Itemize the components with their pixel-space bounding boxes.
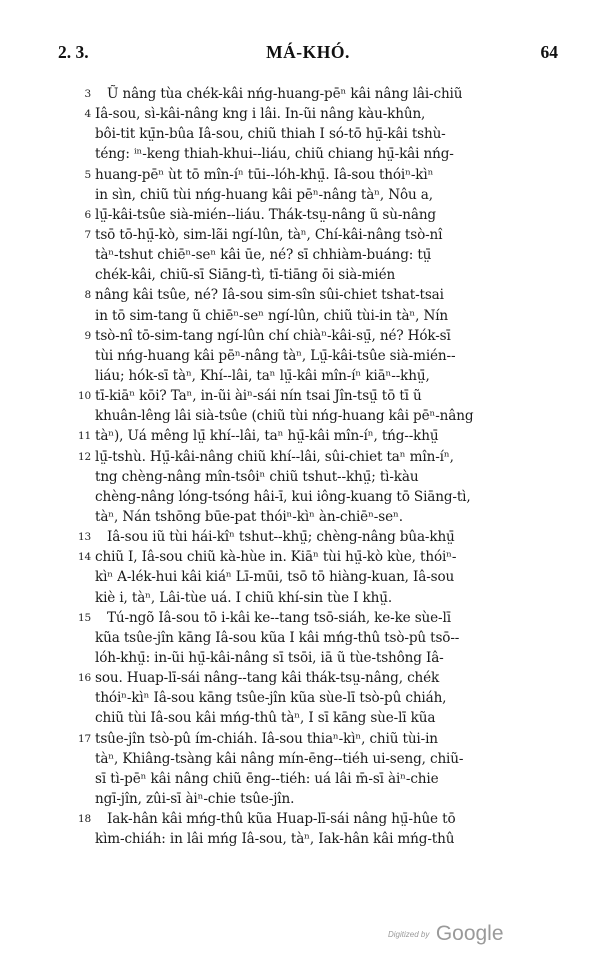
- line-text: Ũ nâng tùa chék-kâi nńg-huang-pēⁿ kâi nâng lâi-chiũ: [107, 86, 463, 102]
- text-line: [84, 326, 565, 346]
- book-title: MÁ-KHÓ.: [266, 42, 350, 62]
- line-text: tsò-nî tō-sim-tang ngí-lûn chí chiàⁿ-kâi-sṳ̄, né? Hók-sī: [95, 327, 451, 344]
- line-text: bôi-tit kṳ̄n-bûa Iâ-sou, chiũ thiah I só-tō hṳ̄-kâi tshù-: [95, 126, 446, 143]
- verse-number: 16: [77, 672, 91, 685]
- text-line: [95, 588, 565, 608]
- text-line: [84, 165, 565, 185]
- text-line: [95, 749, 565, 769]
- verse-number: 17: [77, 732, 91, 745]
- text-line: [95, 406, 565, 426]
- line-text: tàⁿ), Uá mêng lṳ̄ khí--lâi, taⁿ hṳ̄-kâi mîn-íⁿ, tńg--khṳ̄: [95, 428, 439, 445]
- text-line: [95, 708, 565, 728]
- text-line: [95, 346, 565, 366]
- page-header: [58, 42, 558, 68]
- text-line: [84, 205, 565, 225]
- line-text: chék-kâi, chiũ-sī Siāng-tì, tī-tiāng ōi sià-mién: [95, 267, 396, 284]
- line-text: Tú-ngõ Iâ-sou tō i-kâi ke--tang tsō-siáh, ke-ke sùe-lī: [107, 609, 451, 626]
- page-number: 64: [540, 42, 558, 62]
- line-text: sou. Huap-lī-sái nâng--tang kâi thák-tsṳ-nâng, chék: [95, 670, 440, 687]
- verse-number: 14: [77, 551, 91, 564]
- text-line: [77, 447, 565, 467]
- line-text: chèng-nâng lóng-tsóng hâi-ī, kui iông-kuang tō Siāng-tì,: [95, 488, 471, 505]
- digitized-by-label: Digitized by: [388, 930, 430, 939]
- text-line: [84, 84, 565, 104]
- text-line: [95, 567, 565, 587]
- text-line: [84, 285, 565, 305]
- line-text: thóiⁿ-kìⁿ Iâ-sou kāng tsûe-jîn kũa sùe-lī tsò-pû chiáh,: [95, 690, 447, 707]
- line-text: chiũ I, Iâ-sou chiũ kà-hùe in. Kiāⁿ tùi hṳ̄-kò kùe, thóiⁿ-: [95, 549, 457, 566]
- line-text: tsō tō-hṳ̄-kò, sim-lãi ngí-lûn, tàⁿ, Chí-kâi-nâng tsò-nî: [95, 226, 443, 243]
- text-line: [95, 144, 565, 164]
- line-text: lṳ̄-tshù. Hṳ̄-kâi-nâng chiũ khí--lâi, sûi-chiet taⁿ mîn-íⁿ,: [95, 448, 454, 465]
- line-text: tng chèng-nâng mîn-tsôiⁿ chiũ tshut--khṳ̄; tì-kàu: [95, 468, 419, 485]
- text-line: [77, 527, 565, 547]
- text-line: [95, 507, 565, 527]
- verse-number: 11: [77, 430, 91, 443]
- verse-number: 4: [84, 108, 91, 121]
- line-text: tī-kiāⁿ kōi? Taⁿ, in-ũi àiⁿ-sái nín tsai Jîn-tsṳ̄ tō tī ũ: [95, 388, 422, 405]
- line-text: nâng kâi tsûe, né? Iâ-sou sim-sîn sûi-chiet tshat-tsai: [95, 287, 444, 304]
- text-line: [77, 809, 565, 829]
- text-line: [84, 104, 565, 124]
- verse-number: 12: [77, 450, 91, 463]
- text-line: [95, 487, 565, 507]
- verse-number: 7: [84, 228, 91, 241]
- line-text: kũa tsûe-jîn kāng Iâ-sou kũa I kâi mńg-thû tsò-pû tsō--: [95, 629, 460, 646]
- line-text: tàⁿ-tshut chiēⁿ-seⁿ kâi ūe, né? sī chhiàm-buáng: tṳ̄: [95, 247, 432, 264]
- line-text: tùi nńg-huang kâi pēⁿ-nâng tàⁿ, Lṳ̄-kâi-tsûe sià-mién--: [95, 347, 456, 364]
- line-text: ngī-jîn, zûi-sī àiⁿ-chie tsûe-jîn.: [95, 790, 295, 807]
- text-line: [95, 769, 565, 789]
- line-text: tsûe-jîn tsò-pû ím-chiáh. Iâ-sou thiaⁿ-kìⁿ, chiũ tùi-in: [95, 730, 438, 747]
- verse-number: 3: [84, 88, 91, 100]
- text-line: [84, 225, 565, 245]
- line-text: téng: ⁱⁿ-keng thiah-khui--liáu, chiũ chiang hṳ̄-kâi nńg-: [95, 146, 454, 163]
- line-text: in sìn, chiũ tùi nńg-huang kâi pēⁿ-nâng tàⁿ, Nôu a,: [95, 186, 433, 203]
- text-line: [77, 426, 565, 446]
- line-text: tàⁿ, Khiâng-tsàng kâi nâng mín-ēng--tiéh ui-seng, chiũ-: [95, 750, 464, 767]
- verse-number: 9: [84, 329, 91, 342]
- text-line: [95, 366, 565, 386]
- verse-number: 5: [84, 168, 91, 181]
- text-line: [77, 668, 565, 688]
- line-text: chiũ tùi Iâ-sou kâi mńg-thû tàⁿ, I sī kāng sùe-lī kũa: [95, 710, 436, 727]
- text-line: [77, 547, 565, 567]
- text-line: [95, 265, 565, 285]
- line-text: kiè i, tàⁿ, Lâi-tùe uá. I chiũ khí-sin tùe I khṳ̄.: [95, 589, 392, 606]
- line-text: sī tì-pēⁿ kâi nâng chiũ ēng--tiéh: uá lâi m̄-sī àiⁿ-chie: [95, 770, 439, 787]
- line-text: Iâ-sou iũ tùi hái-kîⁿ tshut--khṳ̄; chèng-nâng bûa-khṳ̄: [107, 529, 455, 546]
- text-line: [95, 124, 565, 144]
- text-line: [95, 185, 565, 205]
- line-text: in tō sim-tang ũ chiēⁿ-seⁿ ngí-lûn, chiũ tùi-in tàⁿ, Nín: [95, 307, 449, 324]
- verse-number: 8: [84, 289, 91, 302]
- line-text: huang-pēⁿ ùt tō mîn-íⁿ tūi--lóh-khṳ̄. Iâ-sou thóiⁿ-kìⁿ: [95, 166, 434, 183]
- digitized-watermark: [388, 922, 504, 946]
- text-line: [77, 608, 565, 628]
- line-text: kìⁿ A-lék-hui kâi kiáⁿ Lī-mūi, tsō tō hiàng-kuan, Iâ-sou: [95, 569, 455, 586]
- text-line: [95, 829, 565, 849]
- line-text: lṳ̄-kâi-tsûe sià-mién--liáu. Thák-tsṳ-nâng ũ sù-nâng: [95, 206, 436, 223]
- verse-number: 13: [77, 531, 91, 544]
- line-text: khuân-lêng lâi sià-tsûe (chiũ tùi nńg-huang kâi pēⁿ-nâng: [95, 408, 474, 425]
- verse-number: 15: [77, 611, 91, 624]
- text-line: [95, 306, 565, 326]
- verse-number: 6: [84, 208, 91, 221]
- verse-number: 18: [77, 813, 91, 826]
- text-line: [95, 688, 565, 708]
- text-line: [77, 386, 565, 406]
- line-text: tàⁿ, Nán tshōng būe-pat thóiⁿ-kìⁿ àn-chiēⁿ-seⁿ.: [95, 508, 403, 525]
- text-line: [95, 245, 565, 265]
- text-line: [95, 648, 565, 668]
- line-text: kìm-chiáh: in lâi mńg Iâ-sou, tàⁿ, Iak-hân kâi mńg-thû: [95, 831, 455, 848]
- verse-number: 10: [77, 390, 91, 403]
- line-text: Iâ-sou, sì-kâi-nâng kng i lâi. In-ũi nâng kàu-khûn,: [95, 106, 426, 123]
- line-text: Iak-hân kâi mńg-thû kũa Huap-lī-sái nâng hṳ̄-hûe tō: [107, 811, 456, 828]
- text-line: [95, 467, 565, 487]
- text-line: [95, 628, 565, 648]
- line-text: liáu; hók-sī tàⁿ, Khí--lâi, taⁿ lṳ̄-kâi mîn-íⁿ kiāⁿ--khṳ̄,: [95, 367, 430, 384]
- page-body-text: [77, 84, 565, 849]
- text-line: [77, 729, 565, 749]
- line-text: lóh-khṳ̄: in-ũi hṳ̄-kâi-nâng sī tsōi, iā ũ tùe-tshông Iâ-: [95, 649, 444, 666]
- chapter-reference: 2. 3.: [58, 42, 89, 62]
- text-line: [95, 789, 565, 809]
- google-wordmark: Google: [435, 922, 504, 945]
